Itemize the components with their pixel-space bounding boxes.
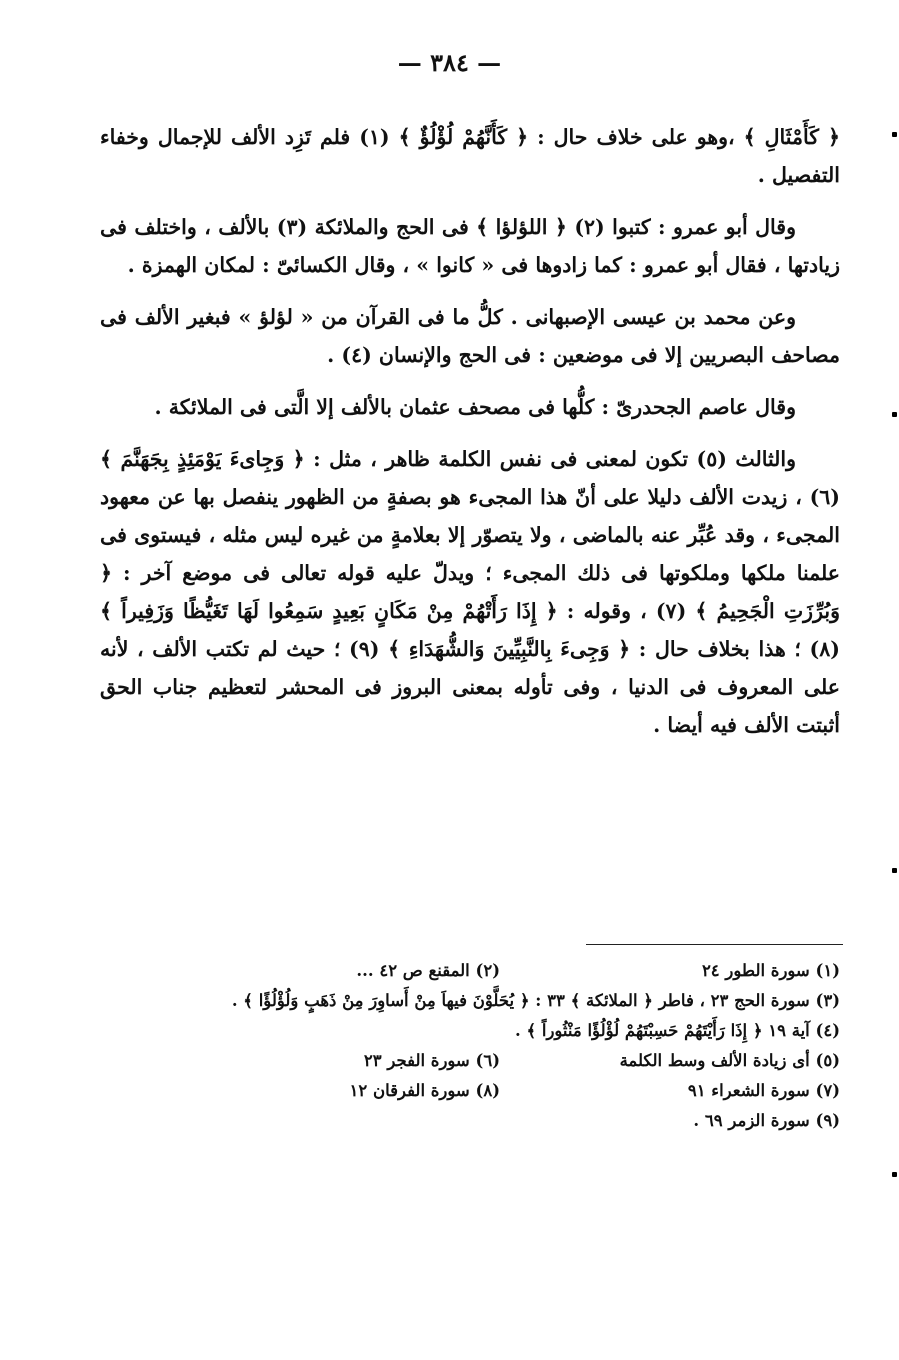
footnote: (٨) سورة الفرقان ١٢ bbox=[349, 1081, 500, 1100]
scan-mark bbox=[892, 412, 897, 417]
main-text bbox=[100, 118, 840, 758]
scan-mark bbox=[892, 1172, 897, 1177]
scan-mark bbox=[892, 132, 897, 137]
footnote: (٧) سورة الشعراء ٩١ bbox=[687, 1081, 840, 1100]
footnote: (٣) سورة الحج ٢٣ ، فاطر ﴿ الملائكة ﴾ ٣٣ : ﴿ يُحَلَّوْنَ فيهاَ مِنْ أَساوِرَ مِنْ ذَهَبٍ وَلُؤْلُؤًا ﴾ . bbox=[231, 991, 840, 1010]
paragraph: والثالث (٥) تكون لمعنى فى نفس الكلمة ظاهر ، مثل : ﴿ وَجِاىءَ يَوْمَئِذٍ بِجَهَنَّمَ ﴾ (٦) ، زيدت الألف دليلا على أنّ هذا المجىء هو بصفةٍ من الظهور ينفصل بها عن معهود المجىء ، وقد عُبِّر عنه بالماضى ، ولا يتصوّر إلا بعلامةٍ من غيره ليس مثله ، فيستوى فى علمنا ملكها وملكوتها فى ذلك المجىء ؛ ويدلّ عليه قوله تعالى فى موضع آخر : ﴿ وَبُرِّزَتِ الْجَحِيمُ ﴾ (٧) ، وقوله : ﴿ إِذَا رَأَتْهُمْ مِنْ مَكَانٍ بَعِيدٍ سَمِعُوا لَهَا تَغَيُّظًا وَزَفِيراً ﴾ (٨) ؛ هذا بخلاف حال : ﴿ وَجِىءَ بِالنَّبِيِّينَ وَالشُّهَدَاءِ ﴾ (٩) ؛ حيث لم تكتب الألف ، لأنه على المعروف فى الدنيا ، وفى تأوله بمعنى البروز فى المحشر لتعظيم جناب الحق أثبتت الألف فيه أيضا . bbox=[100, 447, 840, 737]
page-number: — ٣٨٤ — bbox=[397, 48, 502, 77]
footnote: (٢) المقنع ص ٤٢ ... bbox=[356, 961, 500, 980]
footnote: (١) سورة الطور ٢٤ bbox=[701, 961, 840, 980]
paragraph: ﴿ كَأَمْثَالِ ﴾ ،وهو على خلاف حال : ﴿ كَأَنَّهُمْ لُؤْلُؤٌ ﴾ (١) فلم تَزِد الألف للإجمال وخفاء التفصيل . bbox=[100, 125, 840, 187]
paragraph: وعن محمد بن عيسى الإصبهانى . كلُّ ما فى القرآن من « لؤلؤ » فبغير الألف فى مصاحف البصريين إلا فى موضعين : فى الحج والإنسان (٤) . bbox=[100, 305, 840, 367]
paragraph: وقال أبو عمرو : كتبوا (٢) ﴿ اللؤلؤا ﴾ فى الحج والملائكة (٣) بالألف ، واختلف فى زيادتها ، فقال أبو عمرو : كما زادوها فى « كانوا » ، وقال الكسائىّ : لمكان الهمزة . bbox=[100, 215, 840, 277]
footnote-row bbox=[100, 1076, 840, 1106]
footnote-row bbox=[100, 956, 840, 986]
scan-mark bbox=[892, 868, 897, 873]
paragraph: وقال عاصم الجحدرىّ : كلُّها فى مصحف عثمان بالألف إلا الَّتى فى الملائكة . bbox=[154, 395, 796, 419]
footnote-divider bbox=[586, 944, 843, 945]
footnote: (٤) آية ١٩ ﴿ إِذَا رَأَيْتَهُمْ حَسِبْتَهُمْ لُؤْلُؤًا مَنْثُوراً ﴾ . bbox=[514, 1021, 840, 1040]
footnote: (٩) سورة الزمر ٦٩ . bbox=[693, 1111, 840, 1130]
footnote-row bbox=[100, 1046, 840, 1076]
footnote: (٦) سورة الفجر ٢٣ bbox=[363, 1051, 500, 1070]
footnote: (٥) أى زيادة الألف وسط الكلمة bbox=[619, 1051, 840, 1070]
footnotes bbox=[100, 956, 840, 1136]
